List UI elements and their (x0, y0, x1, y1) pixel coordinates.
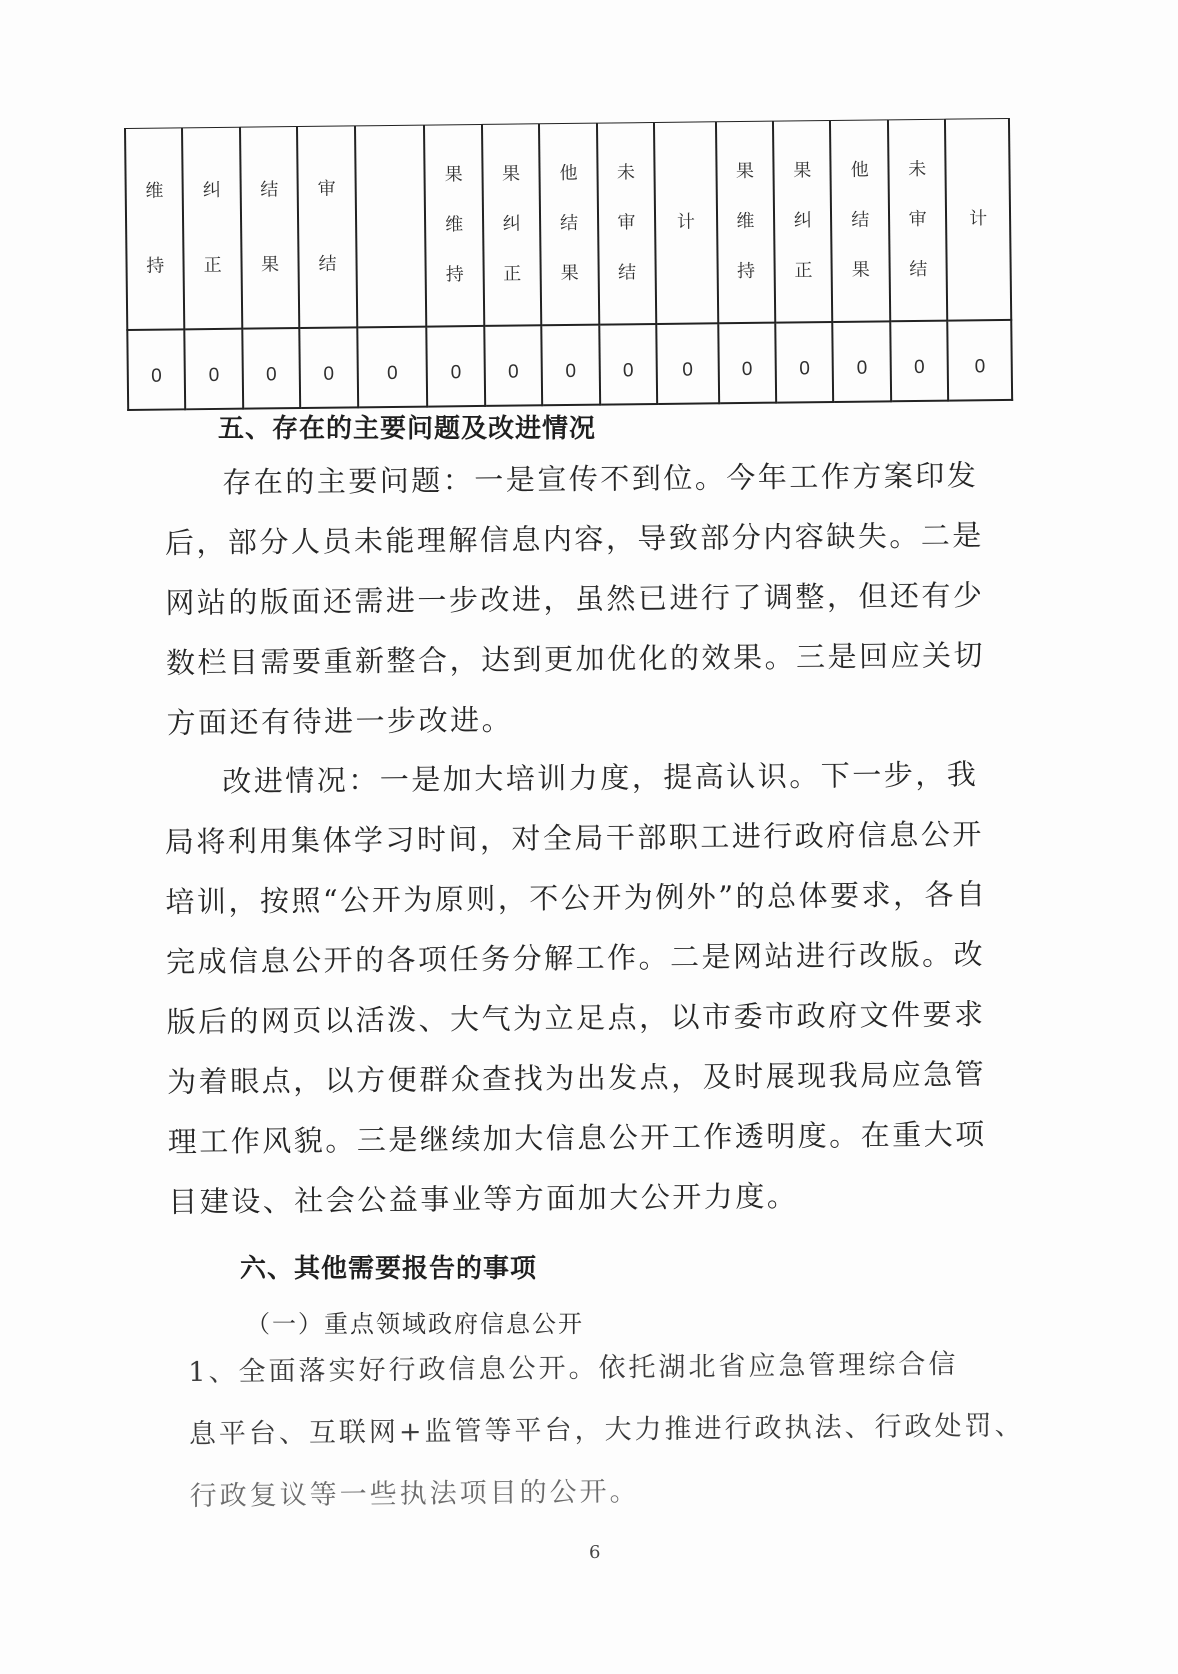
table-value-cell: 0 (656, 323, 718, 404)
header-char: 纠 (793, 210, 812, 232)
problems-paragraph (164, 445, 1007, 753)
header-char: 他 (850, 159, 869, 181)
header-char: 果 (793, 160, 812, 182)
table-value-cell: 0 (718, 323, 776, 404)
table-value-cell: 0 (599, 324, 657, 405)
table-header-cell (888, 119, 948, 321)
header-cell-text (184, 153, 241, 304)
header-char: 计 (676, 211, 696, 233)
table-header-cell (773, 120, 833, 322)
header-cell-text (299, 151, 356, 302)
header-char: 计 (969, 208, 988, 230)
header-cell-text (426, 150, 483, 301)
header-char: 维 (145, 180, 164, 202)
header-cell-text (241, 152, 298, 303)
table-value-cell: 0 (890, 321, 948, 402)
table-header-cell (182, 127, 242, 329)
header-char: 果 (560, 262, 579, 285)
header-char: 果 (735, 160, 754, 183)
header-char: 维 (736, 210, 755, 233)
header-cell-text (598, 148, 655, 299)
table-header-cell (945, 118, 1011, 320)
paragraph-indent (164, 492, 222, 493)
header-char: 正 (794, 260, 813, 282)
header-cell-text (832, 145, 889, 296)
header-char: 果 (444, 164, 463, 186)
table-header-cell (355, 125, 427, 327)
table-header-cell (597, 122, 657, 324)
header-char: 持 (736, 260, 756, 283)
section-six-heading: 六、其他需要报告的事项 (240, 1254, 538, 1284)
page-number: 6 (589, 1542, 601, 1563)
header-char: 结 (318, 253, 337, 275)
table-header-row (125, 118, 1011, 330)
header-char: 结 (559, 212, 579, 235)
header-cell-text (483, 149, 540, 300)
item-one-paragraph (188, 1333, 1025, 1528)
improvements-paragraph-text: 改进情况：一是加大培训力度，提高认识。下一步，我局将利用集体学习时间，对全局干部职工进行政府信息公开培训，按照“公开为原则，不公开为例外”的总体要求，各自完成信息公开的各项任务分解工作。二是网站进行改版。改版后的网页以活泼、大气为立足点，以市委市政府文件要求为着眼点，以方便群众查找为出发点，及时展现我局应急管理工作风貌。三是继续加大信息公开工作透明度。在重大项目建设、社会公益事业等方面加大公开力度。 (164, 757, 988, 1219)
header-cell-text (774, 146, 831, 297)
header-char: 果 (260, 253, 280, 275)
table-value-cell: 0 (775, 322, 833, 403)
header-char: 未 (616, 162, 636, 184)
paragraph-indent (164, 791, 222, 792)
header-cell-text (126, 153, 183, 304)
header-char: 正 (203, 254, 222, 276)
table-header-cell (297, 126, 357, 328)
table-header-cell (654, 122, 718, 324)
table-value-cell: 0 (484, 325, 542, 406)
item-one-line: 1、全面落实好行政信息公开。依托湖北省应急管理综合信 (188, 1348, 959, 1388)
header-char: 他 (559, 162, 578, 185)
header-char: 纠 (502, 213, 521, 235)
table-value-cell: 0 (185, 329, 243, 410)
header-char: 维 (445, 214, 464, 236)
header-cell-text (655, 147, 716, 298)
table-value-cell: 0 (242, 328, 300, 409)
statistics-table-fragment (124, 118, 1013, 396)
problems-paragraph-text: 存在的主要问题：一是宣传不到位。今年工作方案印发后，部分人员未能理解信息内容，导致部分内容缺失。二是网站的版面还需进一步改进，虽然已进行了调整，但还有少数栏目需要重新整合，达到更加优化的效果。三是回应关切方面还有待进一步改进。 (164, 458, 986, 740)
header-char: 结 (909, 258, 928, 281)
table-value-cell: 0 (427, 326, 485, 407)
table-value-cell: 0 (833, 321, 891, 402)
header-cell-text (356, 151, 425, 302)
header-char: 审 (908, 208, 927, 231)
table-value-cell: 0 (357, 327, 428, 408)
table-header-cell (830, 120, 890, 322)
table-header-cell (482, 124, 542, 326)
table-header-cell (125, 128, 185, 330)
header-cell-text (541, 149, 598, 300)
table-value-cell: 0 (127, 329, 185, 410)
header-cell-text (947, 144, 1010, 295)
header-char: 果 (501, 163, 521, 185)
header-cell-text (717, 147, 774, 298)
table-value-cell: 0 (300, 327, 358, 408)
table-header-cell (424, 124, 484, 326)
header-char: 持 (445, 264, 464, 286)
header-char: 审 (617, 212, 636, 234)
header-char: 持 (146, 255, 165, 277)
table-header-cell (716, 121, 776, 323)
table-header-cell (240, 127, 300, 329)
header-char: 未 (908, 158, 927, 181)
header-cell-text (889, 145, 946, 296)
item-one-line: 行政复议等一些执法项目的公开。 (189, 1476, 640, 1512)
statistics-table (124, 118, 1013, 411)
header-char: 果 (851, 259, 870, 281)
header-char: 正 (503, 263, 522, 285)
subsection-heading: （一）重点领域政府信息公开 (246, 1310, 584, 1338)
table-value-cell: 0 (948, 320, 1013, 401)
header-char: 纠 (202, 179, 221, 201)
item-one-line: 息平台、互联网+监管等平台，大力推进行政执法、行政处罚、 (188, 1410, 1025, 1450)
improvements-paragraph (164, 744, 1009, 1232)
table-header-cell (539, 123, 599, 325)
section-five-heading: 五、存在的主要问题及改进情况 (218, 414, 597, 444)
header-char: 结 (260, 178, 279, 200)
table-value-cell: 0 (542, 325, 600, 406)
header-char: 结 (851, 209, 870, 231)
header-char: 结 (617, 262, 637, 284)
header-char: 审 (317, 178, 336, 200)
table-value-row (127, 320, 1012, 410)
